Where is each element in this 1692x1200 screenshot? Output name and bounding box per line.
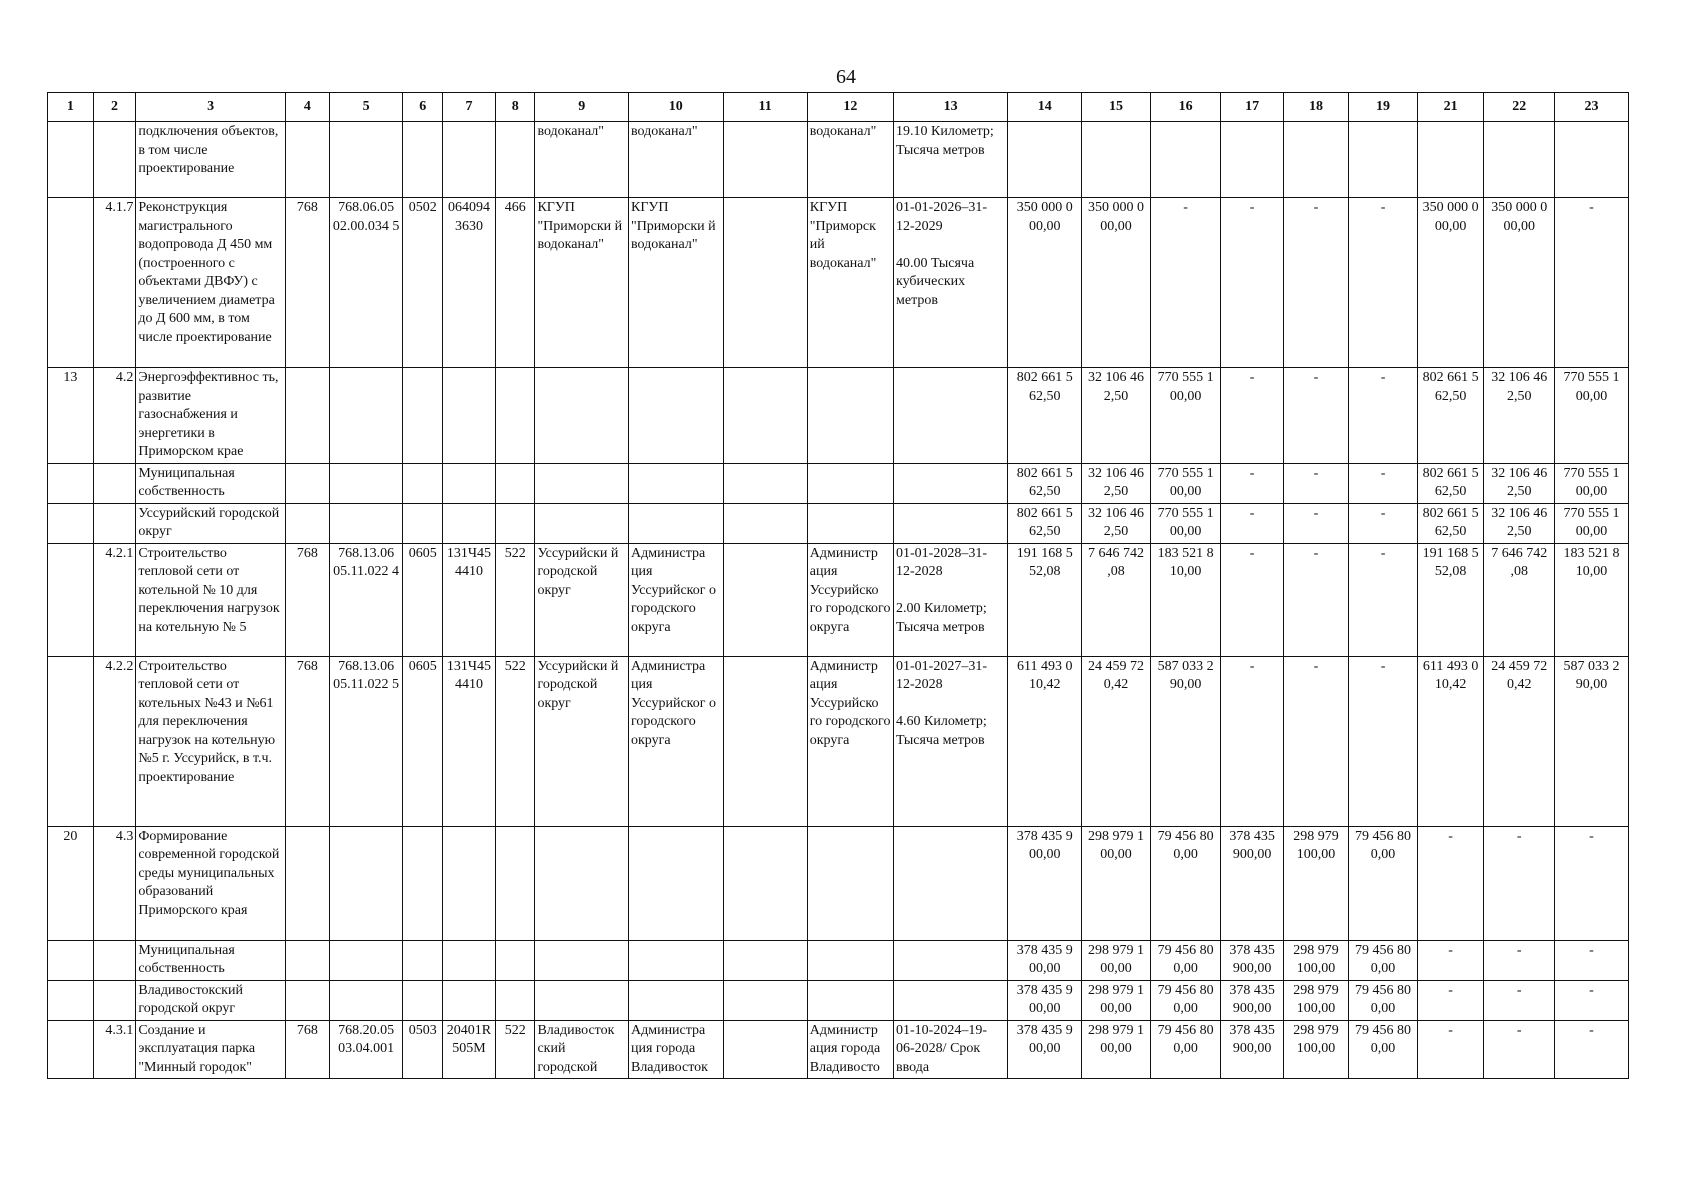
header-row <box>48 93 1629 122</box>
table-row <box>48 980 1629 1020</box>
table-cell <box>329 503 403 543</box>
table-cell <box>723 198 807 368</box>
table-cell: 802 661 5 62,50 <box>1417 463 1484 503</box>
table-cell: - <box>1221 198 1283 368</box>
table-cell: Владивосток ский городской <box>535 1020 629 1079</box>
table-cell <box>1555 122 1629 198</box>
table-cell: 32 106 46 2,50 <box>1484 463 1555 503</box>
table-cell <box>329 122 403 198</box>
table-cell: 0605 <box>403 656 442 826</box>
table-cell: 802 661 5 62,50 <box>1008 368 1082 464</box>
column-header: 11 <box>723 93 807 122</box>
table-cell: Реконструкция магистрального водопровода Д 450 мм (построенного с объектами ДВФУ) с увеличением диаметра до Д 600 мм, в том числе проектирование <box>136 198 286 368</box>
table-cell: - <box>1555 826 1629 940</box>
table-cell: - <box>1221 368 1283 464</box>
table-cell <box>329 940 403 980</box>
table-cell: 802 661 5 62,50 <box>1417 503 1484 543</box>
data-table <box>47 92 1629 1079</box>
table-cell: - <box>1484 1020 1555 1079</box>
table-cell: - <box>1150 198 1221 368</box>
column-header: 7 <box>442 93 495 122</box>
table-cell: 611 493 0 10,42 <box>1008 656 1082 826</box>
table-row <box>48 198 1629 368</box>
table-cell: 79 456 80 0,00 <box>1349 980 1418 1020</box>
table-cell <box>723 940 807 980</box>
table-cell: 802 661 5 62,50 <box>1417 368 1484 464</box>
table-cell: 298 979 100,00 <box>1283 940 1348 980</box>
table-cell <box>894 503 1008 543</box>
table-cell: 32 106 46 2,50 <box>1082 463 1151 503</box>
table-cell: 4.3 <box>93 826 136 940</box>
table-cell: - <box>1283 543 1348 656</box>
table-cell <box>403 826 442 940</box>
table-cell <box>93 940 136 980</box>
table-cell: водоканал" <box>628 122 723 198</box>
table-cell <box>286 826 330 940</box>
table-cell <box>894 980 1008 1020</box>
table-cell <box>1221 122 1283 198</box>
table-cell <box>1484 122 1555 198</box>
table-cell <box>442 940 495 980</box>
table-cell <box>329 463 403 503</box>
table-cell: Муниципальная собственность <box>136 940 286 980</box>
table-cell: Формирование современной городской среды муниципальных образований Приморского края <box>136 826 286 940</box>
table-cell: - <box>1349 543 1418 656</box>
table-cell: Администр ация Уссурийско го городского округа <box>807 656 893 826</box>
table-cell: 768.13.06 05.11.022 5 <box>329 656 403 826</box>
table-cell <box>403 122 442 198</box>
table-cell: 770 555 1 00,00 <box>1555 368 1629 464</box>
table-cell: 79 456 80 0,00 <box>1150 940 1221 980</box>
table-row <box>48 656 1629 826</box>
table-cell <box>723 503 807 543</box>
table-cell: 79 456 80 0,00 <box>1349 940 1418 980</box>
table-cell: 24 459 72 0,42 <box>1484 656 1555 826</box>
table-cell: - <box>1484 940 1555 980</box>
table-cell <box>286 463 330 503</box>
table-cell <box>723 122 807 198</box>
table-cell: 768.20.05 03.04.001 <box>329 1020 403 1079</box>
table-row <box>48 122 1629 198</box>
table-cell <box>403 463 442 503</box>
table-cell <box>807 980 893 1020</box>
table-cell: 01-01-2026–31-12-2029 40.00 Тысяча кубических метров <box>894 198 1008 368</box>
table-cell <box>286 980 330 1020</box>
table-cell: - <box>1283 463 1348 503</box>
table-cell: 79 456 80 0,00 <box>1150 980 1221 1020</box>
table-cell: 350 000 0 00,00 <box>1082 198 1151 368</box>
table-cell: 32 106 46 2,50 <box>1082 368 1151 464</box>
table-cell <box>495 368 534 464</box>
table-cell <box>442 463 495 503</box>
table-cell: - <box>1283 198 1348 368</box>
table-cell <box>723 980 807 1020</box>
table-cell: - <box>1555 198 1629 368</box>
table-row <box>48 463 1629 503</box>
table-cell <box>535 368 629 464</box>
table-cell <box>807 503 893 543</box>
table-cell: 378 435 9 00,00 <box>1008 980 1082 1020</box>
table-cell: 298 979 1 00,00 <box>1082 1020 1151 1079</box>
table-cell: - <box>1221 463 1283 503</box>
column-header: 14 <box>1008 93 1082 122</box>
table-cell: 183 521 8 10,00 <box>1555 543 1629 656</box>
table-cell: Уссурийски й городской округ <box>535 543 629 656</box>
table-cell: 298 979 100,00 <box>1283 1020 1348 1079</box>
column-header: 9 <box>535 93 629 122</box>
table-cell: 611 493 0 10,42 <box>1417 656 1484 826</box>
table-cell: 4.2.2 <box>93 656 136 826</box>
table-cell: Строительство тепловой сети от котельной № 10 для переключения нагрузок на котельную № 5 <box>136 543 286 656</box>
table-cell <box>442 503 495 543</box>
table-cell: 350 000 0 00,00 <box>1417 198 1484 368</box>
table-cell: 466 <box>495 198 534 368</box>
table-cell: Создание и эксплуатация парка "Минный городок" <box>136 1020 286 1079</box>
table-cell: - <box>1221 503 1283 543</box>
table-row <box>48 368 1629 464</box>
table-row <box>48 543 1629 656</box>
table-cell <box>723 463 807 503</box>
table-cell: - <box>1555 940 1629 980</box>
column-header: 4 <box>286 93 330 122</box>
table-row <box>48 503 1629 543</box>
table-cell: - <box>1484 826 1555 940</box>
table-cell <box>93 980 136 1020</box>
table-cell: 19.10 Километр; Тысяча метров <box>894 122 1008 198</box>
table-cell: 131Ч45 4410 <box>442 656 495 826</box>
table-cell: Муниципальная собственность <box>136 463 286 503</box>
table-cell <box>628 826 723 940</box>
table-cell: - <box>1349 198 1418 368</box>
table-cell: 378 435 900,00 <box>1221 940 1283 980</box>
table-cell: 298 979 1 00,00 <box>1082 826 1151 940</box>
table-cell <box>723 826 807 940</box>
table-cell: Энергоэффективнос ть, развитие газоснабжения и энергетики в Приморском крае <box>136 368 286 464</box>
table-cell <box>723 656 807 826</box>
table-cell: 378 435 9 00,00 <box>1008 940 1082 980</box>
table-cell: - <box>1484 980 1555 1020</box>
table-cell <box>495 940 534 980</box>
table-cell <box>628 940 723 980</box>
table-cell <box>894 826 1008 940</box>
column-header: 22 <box>1484 93 1555 122</box>
table-cell: 32 106 46 2,50 <box>1484 503 1555 543</box>
table-cell <box>48 940 94 980</box>
table-cell: - <box>1349 656 1418 826</box>
column-header: 18 <box>1283 93 1348 122</box>
table-cell: 768 <box>286 198 330 368</box>
column-header: 16 <box>1150 93 1221 122</box>
table-cell: 32 106 46 2,50 <box>1484 368 1555 464</box>
table-cell <box>495 463 534 503</box>
table-cell: 191 168 5 52,08 <box>1417 543 1484 656</box>
column-header: 23 <box>1555 93 1629 122</box>
table-cell: 522 <box>495 656 534 826</box>
table-cell: 7 646 742 ,08 <box>1484 543 1555 656</box>
table-cell <box>535 503 629 543</box>
table-cell: 770 555 1 00,00 <box>1555 463 1629 503</box>
table-cell: - <box>1417 980 1484 1020</box>
table-cell <box>442 368 495 464</box>
column-header: 6 <box>403 93 442 122</box>
table-row <box>48 826 1629 940</box>
table-cell: КГУП "Приморск ий водоканал" <box>807 198 893 368</box>
table-cell <box>48 543 94 656</box>
table-cell <box>1008 122 1082 198</box>
table-cell: Владивостокский городской округ <box>136 980 286 1020</box>
table-cell <box>535 940 629 980</box>
table-cell: - <box>1417 826 1484 940</box>
table-cell: 183 521 8 10,00 <box>1150 543 1221 656</box>
table-cell <box>1150 122 1221 198</box>
table-cell <box>628 463 723 503</box>
table-cell <box>495 826 534 940</box>
table-cell <box>442 826 495 940</box>
table-cell: - <box>1349 503 1418 543</box>
column-header: 13 <box>894 93 1008 122</box>
table-cell <box>93 463 136 503</box>
table-cell <box>329 368 403 464</box>
table-cell <box>48 503 94 543</box>
table-cell: 298 979 100,00 <box>1283 980 1348 1020</box>
table-cell: 0503 <box>403 1020 442 1079</box>
table-cell <box>93 122 136 198</box>
table-cell: подключения объектов, в том числе проектирование <box>136 122 286 198</box>
table-cell: 770 555 1 00,00 <box>1150 368 1221 464</box>
table-cell: 79 456 80 0,00 <box>1349 1020 1418 1079</box>
table-cell <box>403 980 442 1020</box>
column-header: 5 <box>329 93 403 122</box>
table-cell: Администра ция Уссурийског о городского округа <box>628 543 723 656</box>
table-cell: 79 456 80 0,00 <box>1349 826 1418 940</box>
table-cell: 24 459 72 0,42 <box>1082 656 1151 826</box>
table-cell <box>1082 122 1151 198</box>
table-cell <box>1417 122 1484 198</box>
table-cell <box>723 543 807 656</box>
table-cell: 768 <box>286 543 330 656</box>
table-cell: 768 <box>286 656 330 826</box>
table-cell <box>535 826 629 940</box>
table-cell: 802 661 5 62,50 <box>1008 463 1082 503</box>
table-row <box>48 940 1629 980</box>
table-cell <box>48 198 94 368</box>
table-cell: Уссурийски й городской округ <box>535 656 629 826</box>
table-cell <box>495 980 534 1020</box>
table-cell: - <box>1283 656 1348 826</box>
table-cell <box>894 940 1008 980</box>
table-cell: 131Ч45 4410 <box>442 543 495 656</box>
column-header: 3 <box>136 93 286 122</box>
table-cell: 79 456 80 0,00 <box>1150 826 1221 940</box>
table-cell: 4.2.1 <box>93 543 136 656</box>
table-cell: 13 <box>48 368 94 464</box>
table-cell <box>807 368 893 464</box>
table-cell <box>495 503 534 543</box>
table-cell: 20 <box>48 826 94 940</box>
table-cell: Администр ация Уссурийско го городского округа <box>807 543 893 656</box>
table-cell <box>286 940 330 980</box>
table-cell: 802 661 5 62,50 <box>1008 503 1082 543</box>
column-header: 1 <box>48 93 94 122</box>
table-cell: - <box>1555 1020 1629 1079</box>
table-cell: 32 106 46 2,50 <box>1082 503 1151 543</box>
column-header: 15 <box>1082 93 1151 122</box>
table-cell: - <box>1221 543 1283 656</box>
table-cell <box>329 980 403 1020</box>
table-cell: 768 <box>286 1020 330 1079</box>
page-number: 64 <box>836 66 856 88</box>
table-cell: водоканал" <box>807 122 893 198</box>
table-cell <box>403 368 442 464</box>
table-cell: водоканал" <box>535 122 629 198</box>
table-cell: 298 979 100,00 <box>1283 826 1348 940</box>
table-cell: 378 435 900,00 <box>1221 826 1283 940</box>
table-cell <box>286 503 330 543</box>
table-cell: 064094 3630 <box>442 198 495 368</box>
table-cell: Администр ация города Владивосто <box>807 1020 893 1079</box>
column-header: 17 <box>1221 93 1283 122</box>
table-cell: КГУП "Приморски й водоканал" <box>535 198 629 368</box>
table-cell <box>807 463 893 503</box>
table-cell: 298 979 1 00,00 <box>1082 980 1151 1020</box>
table-cell <box>495 122 534 198</box>
table-cell <box>286 122 330 198</box>
table-cell: - <box>1283 503 1348 543</box>
column-header: 2 <box>93 93 136 122</box>
column-header: 12 <box>807 93 893 122</box>
table-cell <box>442 122 495 198</box>
table-cell <box>329 826 403 940</box>
table-cell: Администра ция Уссурийског о городского округа <box>628 656 723 826</box>
table-cell: 01-01-2027–31-12-2028 4.60 Километр; Тысяча метров <box>894 656 1008 826</box>
table-cell <box>1349 122 1418 198</box>
table-cell: 378 435 900,00 <box>1221 980 1283 1020</box>
table-cell: 4.3.1 <box>93 1020 136 1079</box>
table-cell <box>894 368 1008 464</box>
table-cell <box>807 826 893 940</box>
table-cell: 768.06.05 02.00.034 5 <box>329 198 403 368</box>
table-cell <box>286 368 330 464</box>
table-cell: 768.13.06 05.11.022 4 <box>329 543 403 656</box>
table-cell <box>628 368 723 464</box>
table-cell <box>48 463 94 503</box>
table-cell <box>723 1020 807 1079</box>
table-cell <box>894 463 1008 503</box>
table-cell: 350 000 0 00,00 <box>1484 198 1555 368</box>
table-cell: 0502 <box>403 198 442 368</box>
table-cell <box>48 656 94 826</box>
table-cell: 01-01-2028–31-12-2028 2.00 Километр; Тысяча метров <box>894 543 1008 656</box>
table-cell: 4.1.7 <box>93 198 136 368</box>
table-row <box>48 1020 1629 1079</box>
column-header: 8 <box>495 93 534 122</box>
table-cell: - <box>1417 1020 1484 1079</box>
table-cell: КГУП "Приморски й водоканал" <box>628 198 723 368</box>
table-cell: Администра ция города Владивосток <box>628 1020 723 1079</box>
table-cell <box>535 463 629 503</box>
table-cell: Строительство тепловой сети от котельных №43 и №61 для переключения нагрузок на котельную №5 г. Уссурийск, в т.ч. проектирование <box>136 656 286 826</box>
table-cell <box>442 980 495 1020</box>
table-cell: 01-10-2024–19-06-2028/ Срок ввода <box>894 1020 1008 1079</box>
table-cell <box>48 980 94 1020</box>
table-cell <box>1283 122 1348 198</box>
table-cell <box>535 980 629 1020</box>
table-cell <box>48 122 94 198</box>
table-cell: 378 435 900,00 <box>1221 1020 1283 1079</box>
table-cell: - <box>1349 463 1418 503</box>
table-cell: 522 <box>495 1020 534 1079</box>
table-cell: 350 000 0 00,00 <box>1008 198 1082 368</box>
table-cell <box>628 980 723 1020</box>
table-cell: 378 435 9 00,00 <box>1008 826 1082 940</box>
table-cell <box>807 940 893 980</box>
table-cell: 298 979 1 00,00 <box>1082 940 1151 980</box>
table-cell: - <box>1283 368 1348 464</box>
table-cell: - <box>1349 368 1418 464</box>
table-cell <box>48 1020 94 1079</box>
table-cell: 770 555 1 00,00 <box>1555 503 1629 543</box>
column-header: 10 <box>628 93 723 122</box>
table-cell: 0605 <box>403 543 442 656</box>
table-cell: 587 033 2 90,00 <box>1150 656 1221 826</box>
table-cell <box>628 503 723 543</box>
table-cell: 79 456 80 0,00 <box>1150 1020 1221 1079</box>
column-header: 21 <box>1417 93 1484 122</box>
table-cell <box>403 940 442 980</box>
table-cell: 20401R 505M <box>442 1020 495 1079</box>
table-cell <box>723 368 807 464</box>
table-cell: 7 646 742 ,08 <box>1082 543 1151 656</box>
table-cell: - <box>1417 940 1484 980</box>
table-cell: 378 435 9 00,00 <box>1008 1020 1082 1079</box>
column-header: 19 <box>1349 93 1418 122</box>
table-cell <box>403 503 442 543</box>
table-cell: Уссурийский городской округ <box>136 503 286 543</box>
table-cell: 587 033 2 90,00 <box>1555 656 1629 826</box>
table-cell <box>93 503 136 543</box>
table-cell: - <box>1555 980 1629 1020</box>
table-cell: 191 168 5 52,08 <box>1008 543 1082 656</box>
table-cell: - <box>1221 656 1283 826</box>
table-cell: 770 555 1 00,00 <box>1150 503 1221 543</box>
table-cell: 4.2 <box>93 368 136 464</box>
table-cell: 522 <box>495 543 534 656</box>
table-cell: 770 555 1 00,00 <box>1150 463 1221 503</box>
